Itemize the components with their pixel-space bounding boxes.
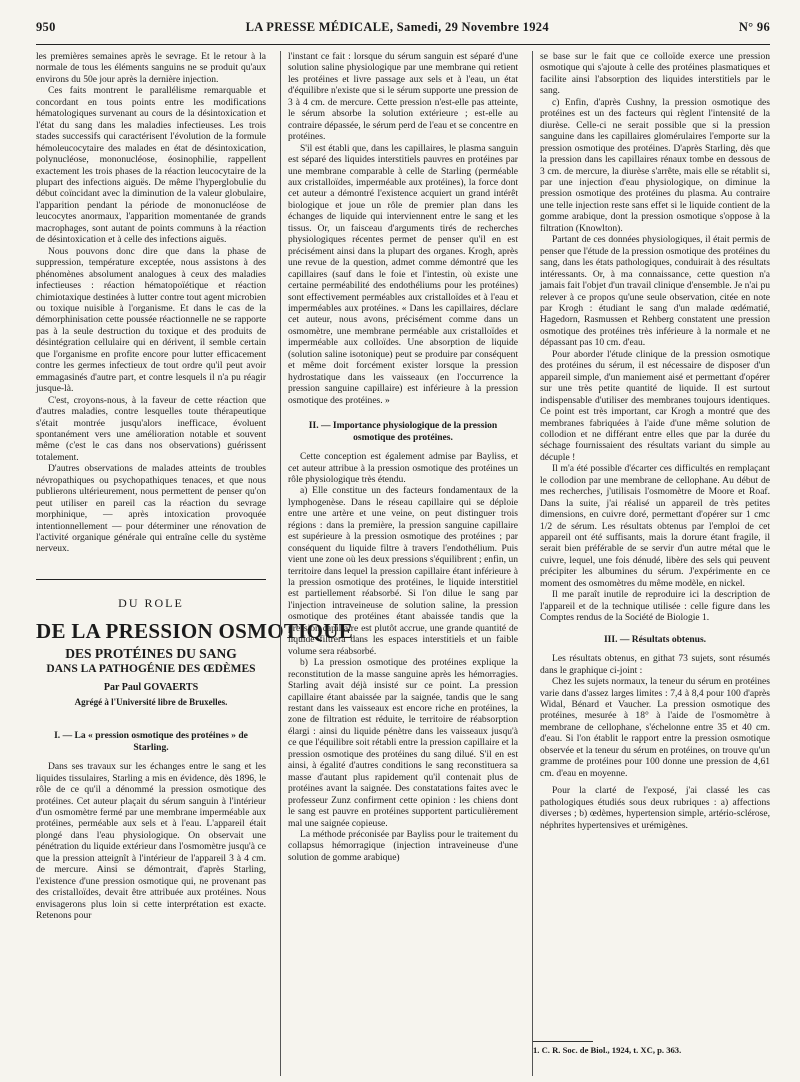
column-2 [280,51,518,1076]
footnote: 1. C. R. Soc. de Biol., 1924, t. XC, p. 363. [533,1044,682,1055]
paragraph: Ces faits montrent le parallélisme remarquable et concordant en tous points entre les modifications hématologiques survenant au cours de la désintoxication et l'état du sang dans les maladies infectieuses. Les trois stades successifs qui caractérisent l'évolution de la formule hémoleucocytaire des malades en état de désintoxication, polynucléose, mononucléose, éosinophilie, rappellent exactement les trois phases de la réaction leucocytaire de la plupart des infections aiguës. De même l'hyperglobulie du début coïncidant avec la diminution de la valeur globulaire, l'apparition pendant la période de mononucléose de leucocytes anormaux, l'apparition momentanée de grands macrophages, sont autant de points communs à la réaction de désintoxication et à celle des infections aiguës. [36,85,266,246]
paragraph: l'instant ce fait : lorsque du sérum sanguin est séparé d'une solution saline physiologique par une membrane qui retient les protéines et livre passage aux sels et à l'eau, un état d'équilibre n'existe que si le sérum supporte une pression de 3 à 4 cm. de mercure. Cette pression n'est-elle pas atteinte, le sérum absorbe la solution extérieure ; est-elle au contraire dépassée, le sérum perd de l'eau et se concentre en protéines. [288,51,518,143]
paragraph: Il me paraît inutile de reproduire ici la description de l'appareil et de la technique utilisée : celle figure dans les Comptes rendus de la Société de Biologie 1. [540,589,770,624]
paragraph: Il m'a été possible d'écarter ces difficultés en remplaçant le collodion par une membrane de cellophane. Au début de mes recherches, j'utilisais l'osmomètre de Moore et Roaf. Dans la suite, j'ai réalisé un appareil de très petites dimensions, en cuivre doré, permettant d'opérer sur 1 cmc 1/2 de sérum. Les résultats obtenus par l'emploi de cet appareil ont été suffisants, mais la dorure étant fragile, il serait bien préférable de se servir d'un autre métal que le cuivre, lequel, une fois dénudé, libère des sels qui peuvent précipiter les albumines du sérum. J'expérimente en ce moment des osmomètres du même modèle, en nickel. [540,463,770,589]
paragraph: La méthode préconisée par Bayliss pour le traitement du collapsus hémorragique (injection intraveineuse d'une solution de gomme arabique) [288,829,518,863]
columns [36,51,770,1076]
journal-line: LA PRESSE MÉDICALE, Samedi, 29 Novembre 1924 [245,20,549,34]
paragraph: se base sur le fait que ce colloïde exerce une pression osmotique qui s'ajoute à celle des protéines plasmatiques et facilite ainsi l'absorption des liquides interstitiels par le sang. [540,51,770,97]
paragraph: les premières semaines après le sevrage. Et le retour à la normale de tous les éléments sanguins ne se produit qu'aux environs du 50e jour après la dernière injection. [36,51,266,85]
section-heading-3: III. — Résultats obtenus. [603,633,707,645]
section-heading-2: II. — Importance physiologique de la pression osmotique des protéines. [308,420,498,443]
paragraph: Pour la clarté de l'exposé, j'ai classé les cas pathologiques étudiés sous deux rubriques : a) affections diverses ; b) œdèmes, hypertension simple, artério-sclérose, néphrites hypertensives et urémigènes. [540,785,770,831]
header-rule [36,44,770,45]
paragraph: Nous pouvons donc dire que dans la phase de suppression, température exceptée, nous assistons à des phénomènes absolument analogues à ceux des maladies infectieuses : réaction hématopoïétique et réaction chimiotaxique destinées à lutter contre tout agent microbien ou toxique nuisible à l'organisme. Et dans le cas de la démorphinisation cette poussée réactionnelle ne se rapporte pas à la seule destruction du toxique et des produits de désintégration cellulaire qui en dérivent, il semble certain que l'organisme en profite encore pour lutter efficacement contre les germes infectieux de tout ordre qu'il peut avoir emmagasinés d'autre part, et contre lesquels il n'a pu réagir jusque-là. [36,245,266,395]
section-heading-1: I. — La « pression osmotique des protéines » de Starling. [54,730,248,753]
paragraph: a) Elle constitue un des facteurs fondamentaux de la lymphogenèse. Dans le réseau capillaire qui se déploie entre une artère et une veine, on peut distinguer trois régions : dans la première, la pression sanguine capillaire est supérieure à la pression osmotique des protéines ; par conséquent du liquide filtre à travers l'endothélium. Puis vient une zone où les deux pressions s'équilibrent ; enfin, un territoire dans lequel la pression capillaire étant inférieure à la pression osmotique des protéines, le liquide interstitiel est partiellement réabsorbé. Si l'on dilue le sang par l'injection intraveineuse de solution saline, la pression osmotique des protéines étant abaissée tandis que la pression capillaire est plutôt accrue, une grande quantité de liquide filtrera dans les espaces interstitiels et un faible volume sera réabsorbé. [288,485,519,657]
paragraph: Chez les sujets normaux, la teneur du sérum en protéines varie dans d'assez larges limites : 7,4 à 8,4 pour 100 d'après Widal, Bénard et Vaucher. La pression osmotique des protéines, mesurée à 18° à l'aide de l'osmomètre à membrane de cellophane, s'échelonne entre 35 et 40 cm. d'eau. Si l'on établit le rapport entre la pression osmotique observée et la teneur du sérum en protéines, on trouve qu'un gramme de protéines pour 100 donne une pression de 4,61 cm. d'eau en moyenne. [540,676,770,779]
article-title-block [36,579,354,708]
author-affiliation: Agrégé à l'Université libre de Bruxelles. [74,696,228,707]
paragraph: D'autres observations de malades atteints de troubles névropathiques ou psychopathiques tenaces, et que nous publierons ultérieurement, nous permettent de penser qu'on peut utiliser en pareil cas la réaction du sevrage morphinique, — après intoxication provoquée intentionnellement — pour déterminer une rénovation de l'activité organique générale qui entraîne celle du système nerveux. [36,463,266,555]
issue-number: N° 96 [738,20,770,34]
paragraph: Partant de ces données physiologiques, il était permis de penser que l'étude de la pression osmotique des protéines du sang, dans les états pathologiques, conduirait à des résultats intéressants. Or, à ma connaissance, cette question n'a jamais fait l'objet d'un travail clinique d'ensemble. Je n'ai pu relever à ce propos qu'une seule observation, citée en note par Krogh : étudiant le sang d'un malade œdématié, Hagedorn, Rasmussen et Rehberg constatent une pression osmotique des protéines très inférieure à la normale et ne dépassant pas 10 cm. d'eau. [540,234,770,349]
title-du-role: DU ROLE [118,595,184,610]
column-1 [36,51,354,1076]
article-title: DE LA PRESSION OSMOTIQUE [36,619,354,644]
article-subtitle-2: DANS LA PATHOGÉNIE DES ŒDÈMES [46,662,256,675]
article-author: Par Paul GOVAERTS [103,682,199,694]
column-3 [532,51,770,1076]
paragraph: Les résultats obtenus, en githat 73 sujets, sont résumés dans le graphique ci-joint : [540,653,770,676]
paragraph: b) La pression osmotique des protéines explique la reconstitution de la masse sanguine après les hémorragies. Starling avait déjà insisté sur ce point. La pression capillaire étant abaissée par la saignée, tandis que le sang restant dans les vaisseaux est encore riche en protéines, la zone de filtration est réduite, le territoire de réabsorption élargi : ainsi du liquide pénètre dans les vaisseaux jusqu'à ce que l'équilibre soit rétabli entre la pression capillaire et la pression osmotique des protéines du sang dilué. S'il en est ainsi, à égalité d'autres conditions le sang reconstituera sa masse d'autant plus rapidement qu'il contenait plus de protéines avant la saignée. Des constatations faites avec le professeur Zunz confirment cette opinion : les chiens dont le sang est pauvre en protéines supportent particulièrement mal une saignée copieuse. [288,657,518,829]
paragraph: C'est, croyons-nous, à la faveur de cette réaction que d'autres maladies, contre lesquelles toute thérapeutique s'était montrée jusqu'alors inefficace, évoluent spontanément vers une amélioration notable et souvent même (c'est le cas dans nos observations) guérissent totalement. [36,394,266,463]
paragraph: c) Enfin, d'après Cushny, la pression osmotique des protéines est un des facteurs qui règlent l'intensité de la diurèse. Celle-ci ne serait possible que si la pression sanguine dans les capillaires glomérulaires l'emporte sur la pression osmotique des protéines. D'après Starling, dès que la pression dans les capillaires rénaux tombe en dessous de 3 cm. de mercure, la diurèse s'arrête, mais elle se rétablit si, par une injection d'eau physiologique, on diminue la pression osmotique des protéines du plasma. Au contraire une telle injection reste sans effet si le liquide contient de la gomme arabique, dont la pression osmotique s'oppose à la filtration (Knowlton). [540,96,770,234]
page-number: 950 [36,20,56,34]
paragraph: Pour aborder l'étude clinique de la pression osmotique des protéines du sérum, il est nécessaire de disposer d'un appareil simple, d'un maniement aisé et permettant d'opérer sur une très petite quantité de liquide. Il est surtout indispensable d'utiliser des membranes toujours identiques. Ce point est très important, car Krogh a montré que des membranes fabriquées à l'aide d'une même solution de collodion et ne différant entre elles que par la durée du séchage fournissaient des résultats variant du simple au décuple ! [540,348,770,463]
article-subtitle-1: DES PROTÉINES DU SANG [65,646,237,662]
paragraph: Cette conception est également admise par Bayliss, et cet auteur attribue à la pression osmotique des protéines un rôle physiologique très étendu. [288,451,518,485]
footnote-rule [533,1041,593,1042]
paragraph: S'il est établi que, dans les capillaires, le plasma sanguin est séparé des liquides interstitiels pauvres en protéines par une membrane comparable à celle de Starling (perméable aux cristalloïdes, imperméable aux protéines), la force dont cet auteur a démontré l'existence acquiert un grand intérêt biologique et joue un rôle de premier plan dans les échanges de liquide qui interviennent entre le sang et les tissus. Or, un faisceau d'arguments tirés de recherches physiologiques récentes permet de penser qu'il en est précisément ainsi dans la plupart des organes. Krogh, après une revue de la question, admet comme démontré que les capillaires (sauf dans le foie et l'intestin, où existe une certaine perméabilité des endothéliums pour les protéines) sont effectivement perméables aux cristalloïdes et à l'eau et imperméables aux protéines. « Dans les capillaires, déclare cet auteur, nous avons, précisément comme dans un osmomètre, une membrane perméable aux cristalloïdes et imperméable aux colloïdes. Une absorption de liquide (solution saline isotonique) peut se produire par conséquent et même doit forcément exister lorsque la pression hydrostatique dans les vaisseaux (en l'occurrence la pression sanguine capillaire) est inférieure à la pression osmotique des protéines. » [288,142,518,406]
paragraph: Dans ses travaux sur les échanges entre le sang et les liquides tissulaires, Starling a mis en évidence, dès 1896, le rôle de ce qu'il a dénommé la pression osmotique des protéines. Cet auteur plaçait du sérum sanguin à l'intérieur d'un osmomètre fermé par une membrane imperméable aux protéines, perméable aux sels et à l'eau. L'appareil était plongé dans l'eau physiologique. On observait une pénétration du liquide extérieur dans l'osmomètre jusqu'à ce que la pression atteignît à l'intérieur de l'appareil 3 à 4 cm. de mercure. Ainsi se démontrait, d'après Starling, l'existence d'une pression osmotique qui, ne provenant pas des cristalloïdes, devait être attribuée aux protéines. Nous envisagerons plus loin si cette interprétation est exacte. Retenons pour [36,761,266,922]
page-header [36,20,770,38]
